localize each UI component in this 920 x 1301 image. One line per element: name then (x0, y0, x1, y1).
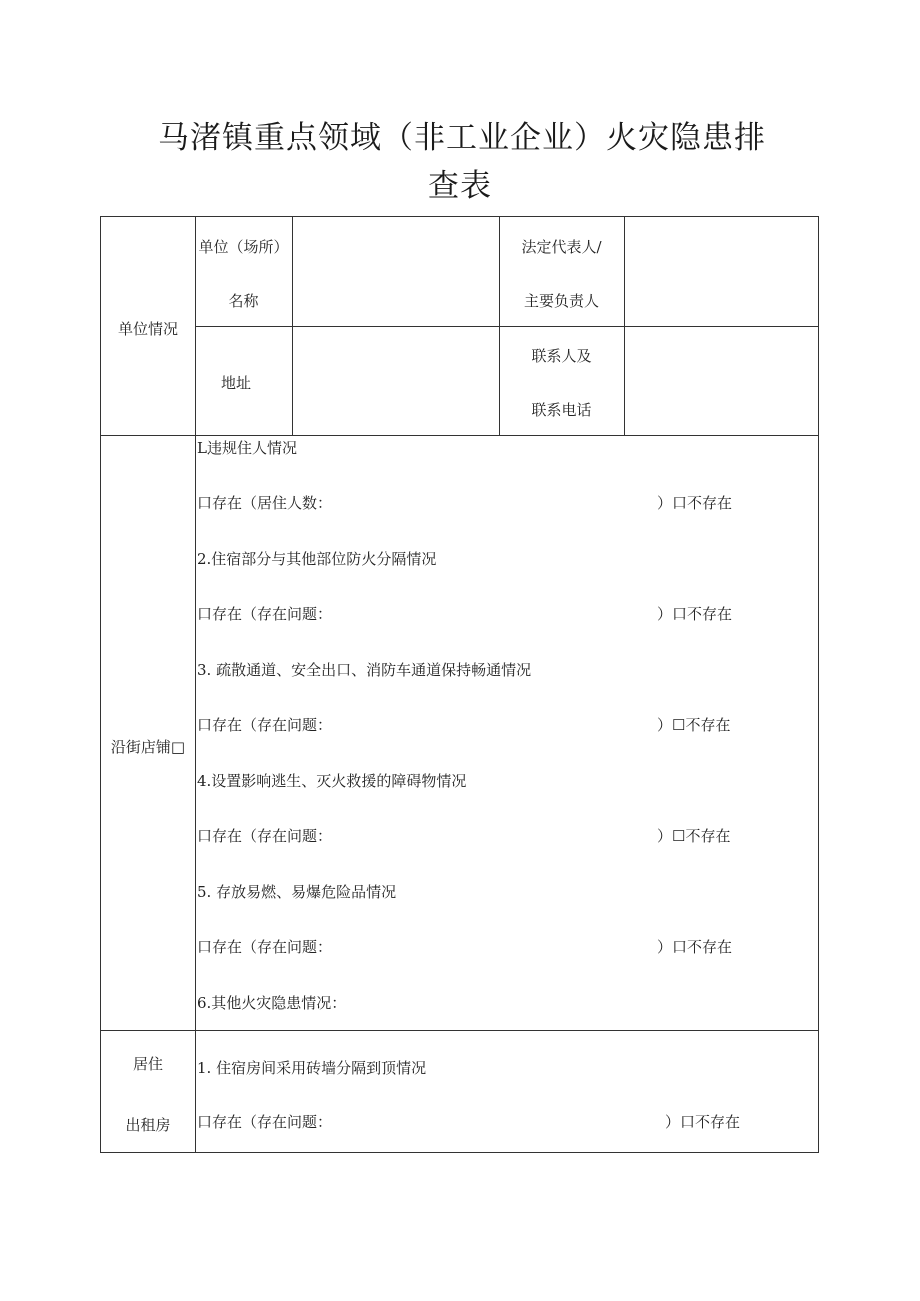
rental-item-1-exist-option[interactable]: 口存在（存在问题： (197, 1113, 333, 1131)
item-1-exist-option[interactable]: 口存在（居住人数： (197, 494, 333, 512)
rep-field[interactable] (625, 218, 819, 326)
item-4-not-exist-option[interactable]: ）☐不存在 (657, 827, 731, 845)
unit-name-label-line-1: 单位（场所） (198, 238, 289, 256)
divider-section-street (101, 435, 819, 436)
item-1-not-exist-option[interactable]: ）口不存在 (657, 494, 733, 512)
rep-label-line-1: 法定代表人/ (521, 238, 602, 256)
item-2-heading: 2.住宿部分与其他部位防火分隔情况 (197, 550, 437, 568)
rental-section-label-line-2: 出租房 (125, 1116, 171, 1134)
item-3-heading: 3. 疏散通道、安全出口、消防车通道保持畅通情况 (197, 661, 532, 679)
rental-item-1-not-exist-option[interactable]: ）口不存在 (665, 1113, 741, 1131)
item-3-not-exist-option[interactable]: ）☐不存在 (657, 716, 731, 734)
divider-label-column (195, 217, 196, 1153)
item-3-exist-option[interactable]: 口存在（存在问题： (197, 716, 333, 734)
rep-label-line-2: 主要负责人 (523, 292, 599, 310)
unit-section-label: 单位情况 (117, 320, 178, 338)
item-1-heading: L违规住人情况 (197, 439, 297, 457)
unit-name-label-line-2: 名称 (228, 292, 259, 310)
item-4-exist-option[interactable]: 口存在（存在问题： (197, 827, 333, 845)
item-5-heading: 5. 存放易燃、易爆危险品情况 (197, 883, 397, 901)
item-5-exist-option[interactable]: 口存在（存在问题： (197, 938, 333, 956)
contact-label-line-2: 联系电话 (531, 401, 592, 419)
item-5-not-exist-option[interactable]: ）口不存在 (657, 938, 733, 956)
form-title-line-2: 查表 (428, 168, 492, 204)
contact-field[interactable] (625, 327, 819, 435)
contact-label-line-1: 联系人及 (531, 347, 592, 365)
form-title-line-1: 马渚镇重点领域（非工业企业）火灾隐患排 (158, 120, 766, 156)
other-hazards-heading: 6.其他火灾隐患情况： (197, 994, 347, 1012)
item-2-not-exist-option[interactable]: ）口不存在 (657, 605, 733, 623)
street-shop-section-label[interactable]: 沿街店铺□ (110, 738, 186, 756)
unit-name-field[interactable] (293, 218, 499, 326)
address-field[interactable] (293, 327, 499, 435)
inspection-table (100, 216, 819, 1153)
item-2-exist-option[interactable]: 口存在（存在问题： (197, 605, 333, 623)
divider-section-rental (101, 1030, 819, 1031)
address-label: 地址 (220, 374, 251, 392)
item-4-heading: 4.设置影响逃生、灭火救援的障碍物情况 (197, 772, 467, 790)
rental-section-label-line-1: 居住 (132, 1055, 163, 1073)
rental-item-1-heading: 1. 住宿房间采用砖墙分隔到顶情况 (197, 1059, 427, 1077)
